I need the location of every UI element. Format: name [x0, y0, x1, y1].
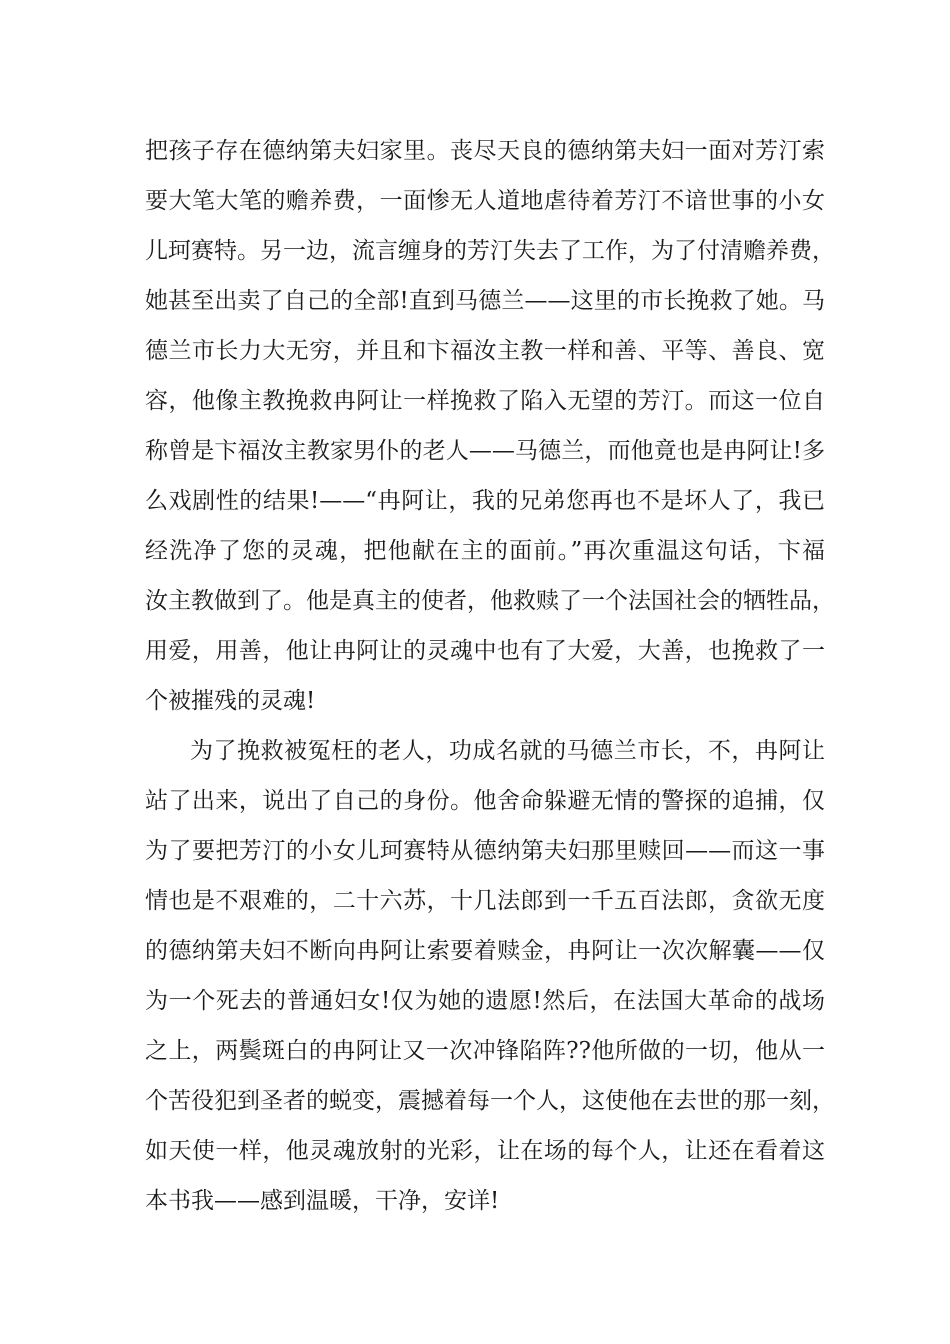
text-line: 她甚至出卖了自己的全部!直到马德兰——这里的市长挽救了她。马 [145, 288, 825, 314]
text-line: 经洗净了您的灵魂，把他献在主的面前。”再次重温这句话，卞福 [145, 538, 825, 564]
text-line: 容，他像主教挽救冉阿让一样挽救了陷入无望的芳汀。而这一位自 [145, 388, 825, 414]
text-line: 如天使一样，他灵魂放射的光彩，让在场的每个人，让还在看着这 [145, 1138, 825, 1164]
text-line: 德兰市长力大无穷，并且和卞福汝主教一样和善、平等、善良、宽 [145, 338, 825, 364]
text-line: 汝主教做到了。他是真主的使者，他救赎了一个法国社会的牺牲品， [145, 588, 835, 614]
text-line: 为了挽救被冤枉的老人，功成名就的马德兰市长，不，冉阿让 [190, 738, 825, 764]
text-line: 之上，两鬓斑白的冉阿让又一次冲锋陷阵??他所做的一切，他从一 [145, 1038, 825, 1064]
text-line: 情也是不艰难的，二十六苏，十几法郎到一千五百法郎，贪欲无度 [145, 888, 825, 914]
text-line: 儿珂赛特。另一边，流言缠身的芳汀失去了工作，为了付清赡养费， [145, 238, 835, 264]
text-line: 本书我——感到温暖，干净，安详! [145, 1188, 500, 1214]
text-line: 的德纳第夫妇不断向冉阿让索要着赎金，冉阿让一次次解囊——仅 [145, 938, 825, 964]
text-line: 么戏剧性的结果!——“冉阿让，我的兄弟您再也不是坏人了，我已 [145, 488, 825, 514]
text-line: 把孩子存在德纳第夫妇家里。丧尽天良的德纳第夫妇一面对芳汀索 [145, 138, 825, 164]
text-line: 要大笔大笔的赡养费，一面惨无人道地虐待着芳汀不谙世事的小女 [145, 188, 825, 214]
text-line: 个苦役犯到圣者的蜕变，震撼着每一个人，这使他在去世的那一刻， [145, 1088, 835, 1114]
text-line: 用爱，用善，他让冉阿让的灵魂中也有了大爱，大善，也挽救了一 [145, 638, 825, 664]
text-line: 为了要把芳汀的小女儿珂赛特从德纳第夫妇那里赎回——而这一事 [145, 838, 825, 864]
text-line: 站了出来，说出了自己的身份。他舍命躲避无情的警探的追捕，仅 [145, 788, 825, 814]
text-line: 个被摧残的灵魂! [145, 688, 316, 714]
text-line: 称曾是卞福汝主教家男仆的老人——马德兰，而他竟也是冉阿让!多 [145, 438, 825, 464]
text-line: 为一个死去的普通妇女!仅为她的遗愿!然后，在法国大革命的战场 [145, 988, 825, 1014]
